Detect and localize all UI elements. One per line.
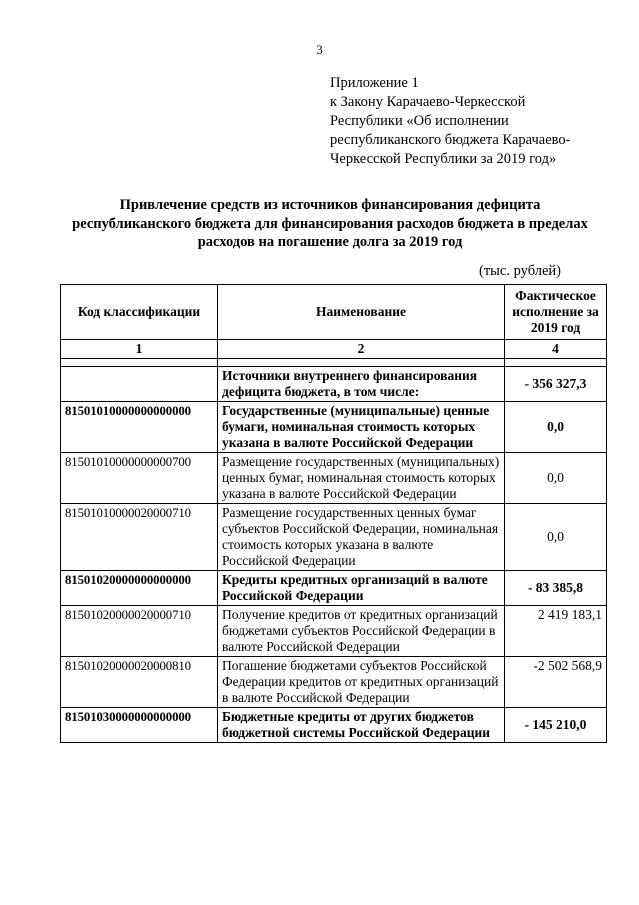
name-cell: Бюджетные кредиты от других бюджетов бюджетной системы Российской Федерации <box>218 708 505 743</box>
table-row <box>61 504 607 571</box>
code-cell: 81501010000020000710 <box>61 504 218 571</box>
document-title <box>40 196 620 252</box>
appendix-reference <box>330 74 630 169</box>
amount-cell: - 145 210,0 <box>505 708 607 743</box>
table-header-row <box>61 285 607 340</box>
code-cell: 81501020000000000000 <box>61 571 218 606</box>
name-cell: Размещение государственных (муниципальных) ценных бумаг, номинальная стоимость которых указана в валюте Российской Федерации <box>218 453 505 504</box>
column-number: 1 <box>61 340 218 359</box>
name-cell: Получение кредитов от кредитных организаций бюджетами субъектов Российской Федерации в валюте Российской Федерации <box>218 606 505 657</box>
header-code: Код классификации <box>61 285 218 340</box>
appendix-line: Приложение 1 <box>330 75 419 91</box>
code-cell: 81501010000000000000 <box>61 402 218 453</box>
name-cell: Государственные (муниципальные) ценные бумаги, номинальная стоимость которых указана в валюте Российской Федерации <box>218 402 505 453</box>
spacer-row <box>61 359 607 367</box>
table-row <box>61 606 607 657</box>
column-number: 2 <box>218 340 505 359</box>
amount-cell: 0,0 <box>505 453 607 504</box>
code-cell: 81501020000020000810 <box>61 657 218 708</box>
title-line: расходов на погашение долга за 2019 год <box>197 234 463 250</box>
amount-cell: 0,0 <box>505 402 607 453</box>
units-label: (тыс. рублей) <box>479 263 561 279</box>
name-cell: Погашение бюджетами субъектов Российской Федерации кредитов от кредитных организаций в валюте Российской Федерации <box>218 657 505 708</box>
header-amount: Фактическое исполнение за 2019 год <box>505 285 607 340</box>
code-cell: 81501010000000000700 <box>61 453 218 504</box>
table-row <box>61 657 607 708</box>
amount-cell: - 356 327,3 <box>505 367 607 402</box>
financing-sources-table <box>60 284 607 743</box>
amount-cell: -2 502 568,9 <box>505 657 607 708</box>
appendix-line: Республики «Об исполнении <box>330 113 509 129</box>
name-cell: Размещение государственных ценных бумаг субъектов Российской Федерации, номинальная стоимость которых указана в валюте Российской Федерации <box>218 504 505 571</box>
appendix-line: к Закону Карачаево-Черкесской <box>330 94 526 110</box>
header-name: Наименование <box>218 285 505 340</box>
table-row <box>61 708 607 743</box>
table-row <box>61 367 607 402</box>
code-cell: 81501030000000000000 <box>61 708 218 743</box>
amount-cell: - 83 385,8 <box>505 571 607 606</box>
code-cell <box>61 367 218 402</box>
amount-cell: 2 419 183,1 <box>505 606 607 657</box>
table-row <box>61 571 607 606</box>
table-row <box>61 453 607 504</box>
page-number: 3 <box>316 42 323 57</box>
table-row <box>61 402 607 453</box>
title-line: Привлечение средств из источников финансирования дефицита <box>119 197 541 213</box>
amount-cell: 0,0 <box>505 504 607 571</box>
appendix-line: республиканского бюджета Карачаево- <box>330 132 571 148</box>
title-line: республиканского бюджета для финансирования расходов бюджета в пределах <box>72 215 588 232</box>
name-cell: Источники внутреннего финансирования дефицита бюджета, в том числе: <box>218 367 505 402</box>
name-cell: Кредиты кредитных организаций в валюте Российской Федерации <box>218 571 505 606</box>
appendix-line: Черкесской Республики за 2019 год» <box>330 151 557 167</box>
code-cell: 81501020000020000710 <box>61 606 218 657</box>
column-number: 4 <box>505 340 607 359</box>
column-number-row <box>61 340 607 359</box>
